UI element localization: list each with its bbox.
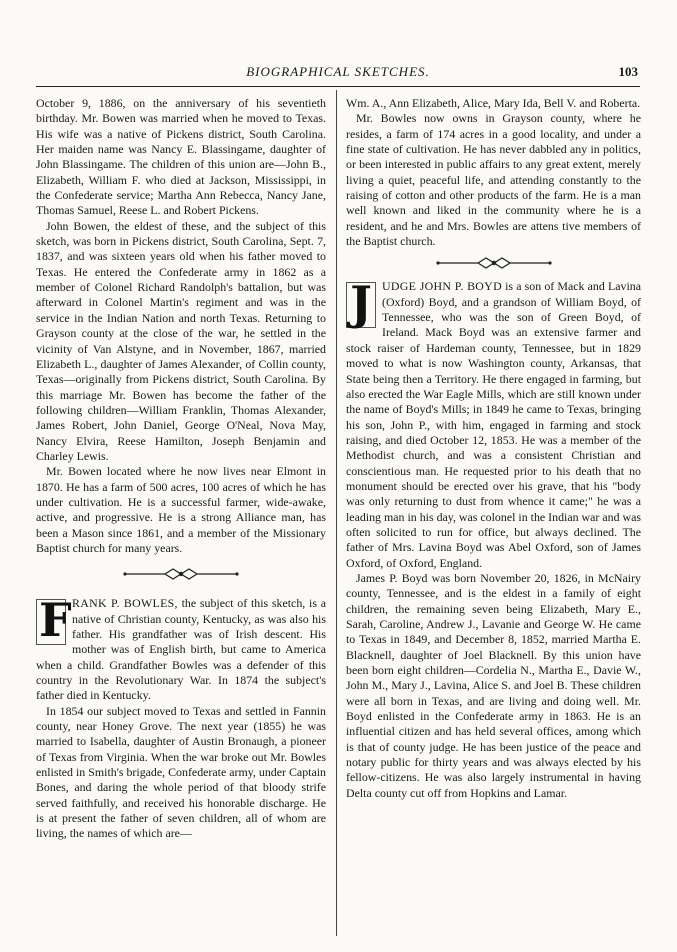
section-ornament: [346, 255, 641, 271]
ornament-icon: [434, 256, 554, 270]
paragraph: October 9, 1886, on the anniversary of his seventieth birthday. Mr. Bowen was married when he moved to Texas. His wife was a native of Pickens district, South Carolina. Her maiden name was Nancy E. Blassingame, daughter of John Blassingame. The children of this union are—John B., Elizabeth, William F. who died at Jackson, Mississippi, in the Confederate service; Martha Ann Rebecca, Nancy Jane, Thomas Samuel, Reese L. and Robert Pickens.: [36, 96, 326, 218]
paragraph-frank-bowles: [36, 593, 326, 703]
paragraph: Wm. A., Ann Elizabeth, Alice, Mary Ida, Bell V. and Roberta.: [346, 96, 641, 110]
paragraph: John Bowen, the eldest of these, and the subject of this sketch, was born in Pickens district, South Carolina, Sept. 7, 1837, and was sixteen years old when his father moved to Texas. He entered the Confederate army in 1862 as a member of Colonel Richard Randolph's battalion, but was afterward in Colonel Martin's regiment and was in the service in the Indian Nation and north Texas. Returning to Grayson county at the close of the war, he settled in the vicinity of Van Alstyne, and in November, 1867, married Elizabeth L., daughter of James Alexander, of Collin county, Texas—originally from Pickens district, South Carolina. By this marriage Mr. Bowen has become the father of the following children—William Franklin, Thomas Alexander, James Robert, John Daniel, George O'Neal, Nova May, Nancy Elvira, Reese Hamilton, Joseph Benjamin and Charley Lewis.: [36, 218, 326, 463]
paragraph-john-boyd: [346, 276, 641, 571]
paragraph: Mr. Bowles now owns in Grayson county, where he resides, a farm of 174 acres in a good locality, and under a fine state of cultivation. He has never dabbled any in politics, or been interested in public affairs to any great extent, merely living a quiet, peaceful life, and attending constantly to the raising of cotton and other products of the farm. He is a man well known and liked in the community where he is a resident, and he and Mrs. Bowles are attens tive members of the Baptist church.: [346, 111, 641, 249]
paragraph: In 1854 our subject moved to Texas and settled in Fannin county, near Honey Grove. The next year (1855) he was married to Isabella, daughter of Austin Bronaugh, a pioneer of Texas from Virginia. When the war broke out Mr. Bowles enlisted in Smith's brigade, Confederate army, under Captain Bones, and daring the whole period of that bloody strife served faithfully, and received his honorable discharge. He is at present the father of seven children, all of whom are living, the names of which are—: [36, 703, 326, 841]
ornament-icon: [121, 567, 241, 581]
section-ornament: [36, 566, 326, 582]
paragraph: Mr. Bowen located where he now lives near Elmont in 1870. He has a farm of 500 acres, 100 acres of which he has under cultivation. He is a successful farmer, wide-awake, active, and progressive. He is a strong Alliance man, has been a Mason since 1861, and a member of the Missionary Baptist church for many years.: [36, 464, 326, 555]
paragraph-text: is a son of Mack and Lavina (Oxford) Boyd, and a grandson of William Boyd, of Tennessee, who was the son of Green Boyd, of Ireland. Mack Boyd was an extensive farmer and stock raiser of Hardeman county, Tennessee, but in 1829 moved to what is now Washington county, Arkansas, that State being then a Territory. He there engaged in farming, but also erected the War Eagle Mills, which are still known under the name of Boyd's Mills; in 1849 he came to Texas, bringing his son, John P., with him, engaged in farming and stock raising, and died October 12, 1853. He was a member of the Methodist church, and was a consistent Christian and conscientious man. He requested prior to his death that no monument should be erected over his grave, that his "body was only returning to dust from whence it came;" he was a leading man in his day, was colonel in the Indian war and was often solicited to run for office, but always declined. The father of Mrs. Lavina Boyd was Abel Oxford, son of James Oxford, of Oxford, England.: [346, 279, 641, 570]
running-head: BIOGRAPHICAL SKETCHES.: [246, 64, 430, 79]
drop-cap: J: [346, 282, 376, 328]
column-divider: [336, 90, 337, 936]
subject-name: UDGE JOHN P. BOYD: [382, 279, 502, 294]
paragraph: James P. Boyd was born November 20, 1826, in McNairy county, Tennessee, and is the eldest in a family of eight children, the remaining seven being Elizabeth, Mary E., Sarah, Caroline, Andrew J., Lavanie and George W. He came to Texas in 1849, and December 8, 1852, married Martha E. Blacknell, daughter of Joel Blacknell. By this union have been born eight children—Cordelia N., Martha E., Davie W., John M., Mary J., Lavina, Alice S. and Joel B. These children were all born in Texas, and are living and doing well. Mr. Boyd enlisted in the Confederate army in 1863. He is an influential citizen and has held several offices, among which is that of county judge. He has been justice of the peace and notary public for thirty years and was always elected by his fellow-citizens. He was also largely instrumental in having Delta county cut off from Hopkins and Lamar.: [346, 570, 641, 800]
paragraph-text: the subject of this sketch, is a native of Christian county, Kentucky, as was also his father. His grandfather was of Irish descent. His mother was of English birth, but came to America when a child. Grandfather Bowles was a defender of this country in the Revolutionary War. In 1874 the subject's father died in Kentucky.: [36, 596, 326, 703]
left-column: [36, 96, 326, 842]
page-number: 103: [618, 64, 638, 79]
subject-name: RANK P. BOWLES,: [72, 596, 178, 611]
drop-cap: F: [36, 599, 66, 645]
right-column: [346, 96, 641, 801]
page-header: [36, 64, 640, 87]
